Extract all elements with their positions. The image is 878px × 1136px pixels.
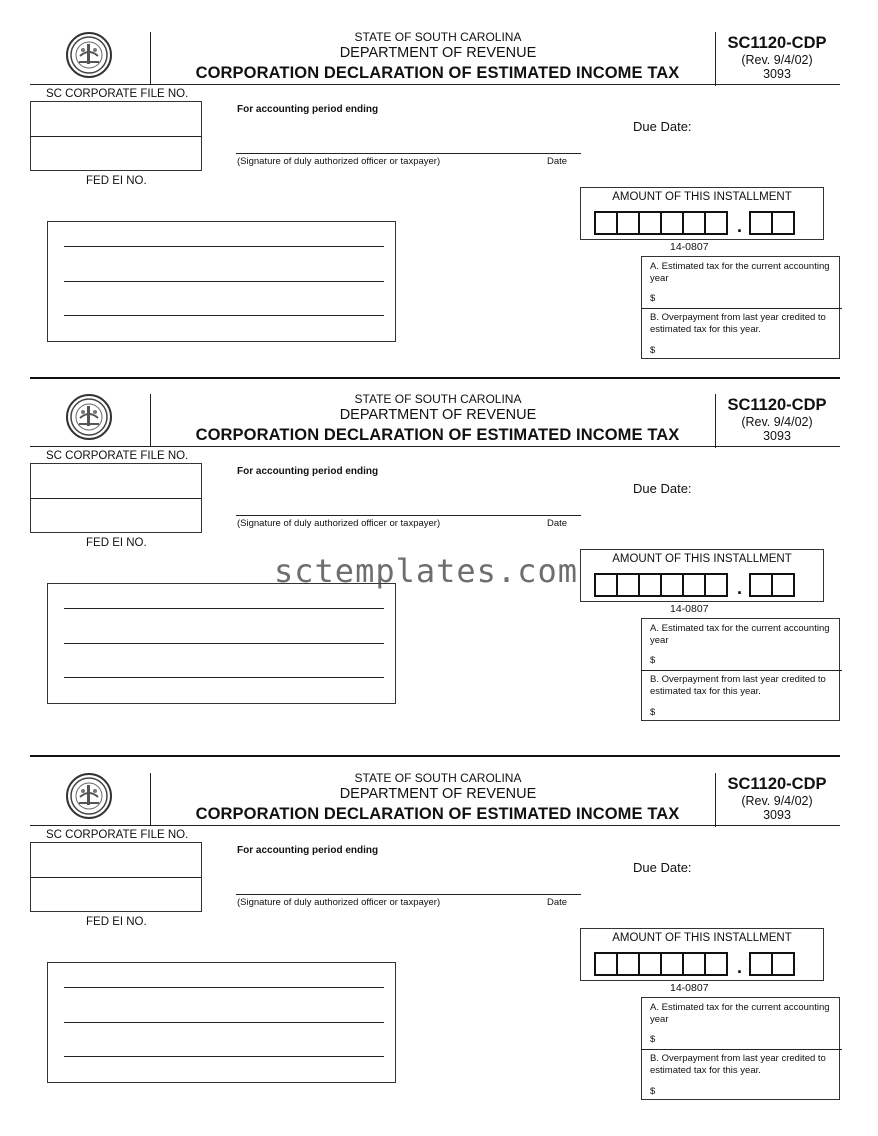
form-title: CORPORATION DECLARATION OF ESTIMATED INCOME TAX — [195, 64, 680, 82]
line-b-label: B. Overpayment from last year credited to estimated tax for this year. — [650, 674, 826, 697]
payment-voucher — [0, 30, 878, 390]
form-title: CORPORATION DECLARATION OF ESTIMATED INCOME TAX — [195, 426, 680, 444]
form-code: 3093 — [763, 429, 791, 443]
installment-dollar-digit[interactable] — [594, 952, 618, 976]
line-b-dollar: $ — [650, 1086, 656, 1097]
corporate-file-box — [30, 101, 202, 171]
form-revision: (Rev. 9/4/02) — [741, 794, 813, 808]
installment-dollar-digit[interactable] — [682, 211, 706, 235]
line-b-amount-input[interactable] — [660, 341, 830, 359]
line-a-amount-input[interactable] — [660, 289, 830, 307]
signature-field[interactable] — [236, 126, 581, 152]
line-b-dollar: $ — [650, 345, 656, 356]
signature-label: (Signature of duly authorized officer or taxpayer) — [237, 897, 441, 908]
installment-code: 14-0807 — [670, 982, 709, 994]
installment-dollar-digit[interactable] — [682, 952, 706, 976]
form-revision: (Rev. 9/4/02) — [741, 415, 813, 429]
installment-dollar-digit[interactable] — [616, 573, 640, 597]
line-a-label: A. Estimated tax for the current accounting year — [650, 1002, 830, 1025]
state-seal-icon — [66, 394, 112, 440]
line-a-dollar: $ — [650, 655, 656, 666]
signature-field[interactable] — [236, 488, 581, 514]
installment-cents-digit[interactable] — [771, 211, 795, 235]
line-a-amount-input[interactable] — [660, 1030, 830, 1048]
line-b-dollar: $ — [650, 707, 656, 718]
installment-dollar-digit[interactable] — [704, 211, 728, 235]
installment-dollar-digit[interactable] — [704, 573, 728, 597]
installment-decimal: . — [737, 216, 743, 236]
state-seal-icon — [66, 32, 112, 78]
installment-dollar-digit[interactable] — [616, 952, 640, 976]
signature-label: (Signature of duly authorized officer or taxpayer) — [237, 518, 441, 529]
installment-cents-digit[interactable] — [749, 573, 773, 597]
line-b-amount-input[interactable] — [660, 1082, 830, 1100]
address-line-input[interactable] — [58, 294, 388, 316]
fed-ei-input[interactable] — [31, 878, 201, 911]
department-name: DEPARTMENT OF REVENUE — [339, 407, 537, 423]
installment-cents-digit[interactable] — [749, 952, 773, 976]
state-name: STATE OF SOUTH CAROLINA — [354, 392, 522, 406]
fed-ei-label: FED EI NO. — [86, 175, 147, 187]
installment-dollar-digit[interactable] — [704, 952, 728, 976]
corporate-file-input[interactable] — [31, 843, 201, 877]
fed-ei-input[interactable] — [31, 499, 201, 532]
line-b-label: B. Overpayment from last year credited to estimated tax for this year. — [650, 1053, 826, 1076]
installment-dollar-digit[interactable] — [616, 211, 640, 235]
installment-dollar-digit[interactable] — [594, 573, 618, 597]
address-box — [47, 962, 396, 1083]
installment-label: AMOUNT OF THIS INSTALLMENT — [612, 553, 792, 565]
estimated-tax-box — [641, 618, 840, 721]
corporate-file-label: SC CORPORATE FILE NO. — [46, 450, 189, 462]
installment-cents-digit[interactable] — [771, 573, 795, 597]
estimated-tax-box — [641, 997, 840, 1100]
line-a-dollar: $ — [650, 1034, 656, 1045]
form-code: 3093 — [763, 67, 791, 81]
corporate-file-box — [30, 842, 202, 912]
watermark: sctemplates.com — [274, 552, 578, 590]
installment-label: AMOUNT OF THIS INSTALLMENT — [612, 191, 792, 203]
line-a-amount-input[interactable] — [660, 651, 830, 669]
installment-box — [580, 549, 824, 602]
installment-decimal: . — [737, 578, 743, 598]
installment-dollar-digit[interactable] — [682, 573, 706, 597]
address-line-input[interactable] — [58, 588, 388, 610]
state-name: STATE OF SOUTH CAROLINA — [354, 771, 522, 785]
estimated-tax-box — [641, 256, 840, 359]
fed-ei-input[interactable] — [31, 137, 201, 170]
installment-dollar-digit[interactable] — [660, 211, 684, 235]
state-name: STATE OF SOUTH CAROLINA — [354, 30, 522, 44]
address-line-input[interactable] — [58, 1001, 388, 1023]
form-revision: (Rev. 9/4/02) — [741, 53, 813, 67]
due-date-label: Due Date: — [633, 860, 692, 875]
state-seal-icon — [66, 773, 112, 819]
date-label: Date — [547, 897, 568, 908]
installment-box — [580, 187, 824, 240]
installment-dollar-digit[interactable] — [594, 211, 618, 235]
address-box — [47, 221, 396, 342]
installment-box — [580, 928, 824, 981]
line-a-dollar: $ — [650, 293, 656, 304]
line-b-amount-input[interactable] — [660, 703, 830, 721]
address-line-input[interactable] — [58, 1035, 388, 1057]
installment-code: 14-0807 — [670, 241, 709, 253]
address-line-input[interactable] — [58, 967, 388, 989]
accounting-period-label: For accounting period ending — [237, 845, 379, 856]
address-line-input[interactable] — [58, 226, 388, 248]
fed-ei-label: FED EI NO. — [86, 916, 147, 928]
installment-dollar-digit[interactable] — [638, 952, 662, 976]
department-name: DEPARTMENT OF REVENUE — [339, 786, 537, 802]
form-title: CORPORATION DECLARATION OF ESTIMATED INCOME TAX — [195, 805, 680, 823]
form-number: SC1120-CDP — [727, 396, 827, 414]
address-line-input[interactable] — [58, 656, 388, 678]
installment-cents-digit[interactable] — [771, 952, 795, 976]
installment-dollar-digit[interactable] — [638, 211, 662, 235]
installment-dollar-digit[interactable] — [638, 573, 662, 597]
due-date-label: Due Date: — [633, 481, 692, 496]
accounting-period-label: For accounting period ending — [237, 104, 379, 115]
form-code: 3093 — [763, 808, 791, 822]
signature-label: (Signature of duly authorized officer or taxpayer) — [237, 156, 441, 167]
voucher-separator — [30, 755, 840, 757]
installment-label: AMOUNT OF THIS INSTALLMENT — [612, 932, 792, 944]
department-name: DEPARTMENT OF REVENUE — [339, 45, 537, 61]
installment-code: 14-0807 — [670, 603, 709, 615]
corporate-file-input[interactable] — [31, 464, 201, 498]
corporate-file-input[interactable] — [31, 102, 201, 136]
fed-ei-label: FED EI NO. — [86, 537, 147, 549]
line-b-label: B. Overpayment from last year credited to estimated tax for this year. — [650, 312, 826, 335]
voucher-separator — [30, 377, 840, 379]
form-number: SC1120-CDP — [727, 34, 827, 52]
line-a-label: A. Estimated tax for the current accounting year — [650, 623, 830, 646]
form-number: SC1120-CDP — [727, 775, 827, 793]
date-label: Date — [547, 518, 568, 529]
signature-field[interactable] — [236, 867, 581, 893]
address-line-input[interactable] — [58, 622, 388, 644]
line-a-label: A. Estimated tax for the current accounting year — [650, 261, 830, 284]
installment-dollar-digit[interactable] — [660, 952, 684, 976]
accounting-period-label: For accounting period ending — [237, 466, 379, 477]
corporate-file-label: SC CORPORATE FILE NO. — [46, 829, 189, 841]
date-label: Date — [547, 156, 568, 167]
corporate-file-label: SC CORPORATE FILE NO. — [46, 88, 189, 100]
address-line-input[interactable] — [58, 260, 388, 282]
address-box — [47, 583, 396, 704]
payment-voucher — [0, 771, 878, 1131]
installment-cents-digit[interactable] — [749, 211, 773, 235]
installment-decimal: . — [737, 957, 743, 977]
due-date-label: Due Date: — [633, 119, 692, 134]
installment-dollar-digit[interactable] — [660, 573, 684, 597]
corporate-file-box — [30, 463, 202, 533]
